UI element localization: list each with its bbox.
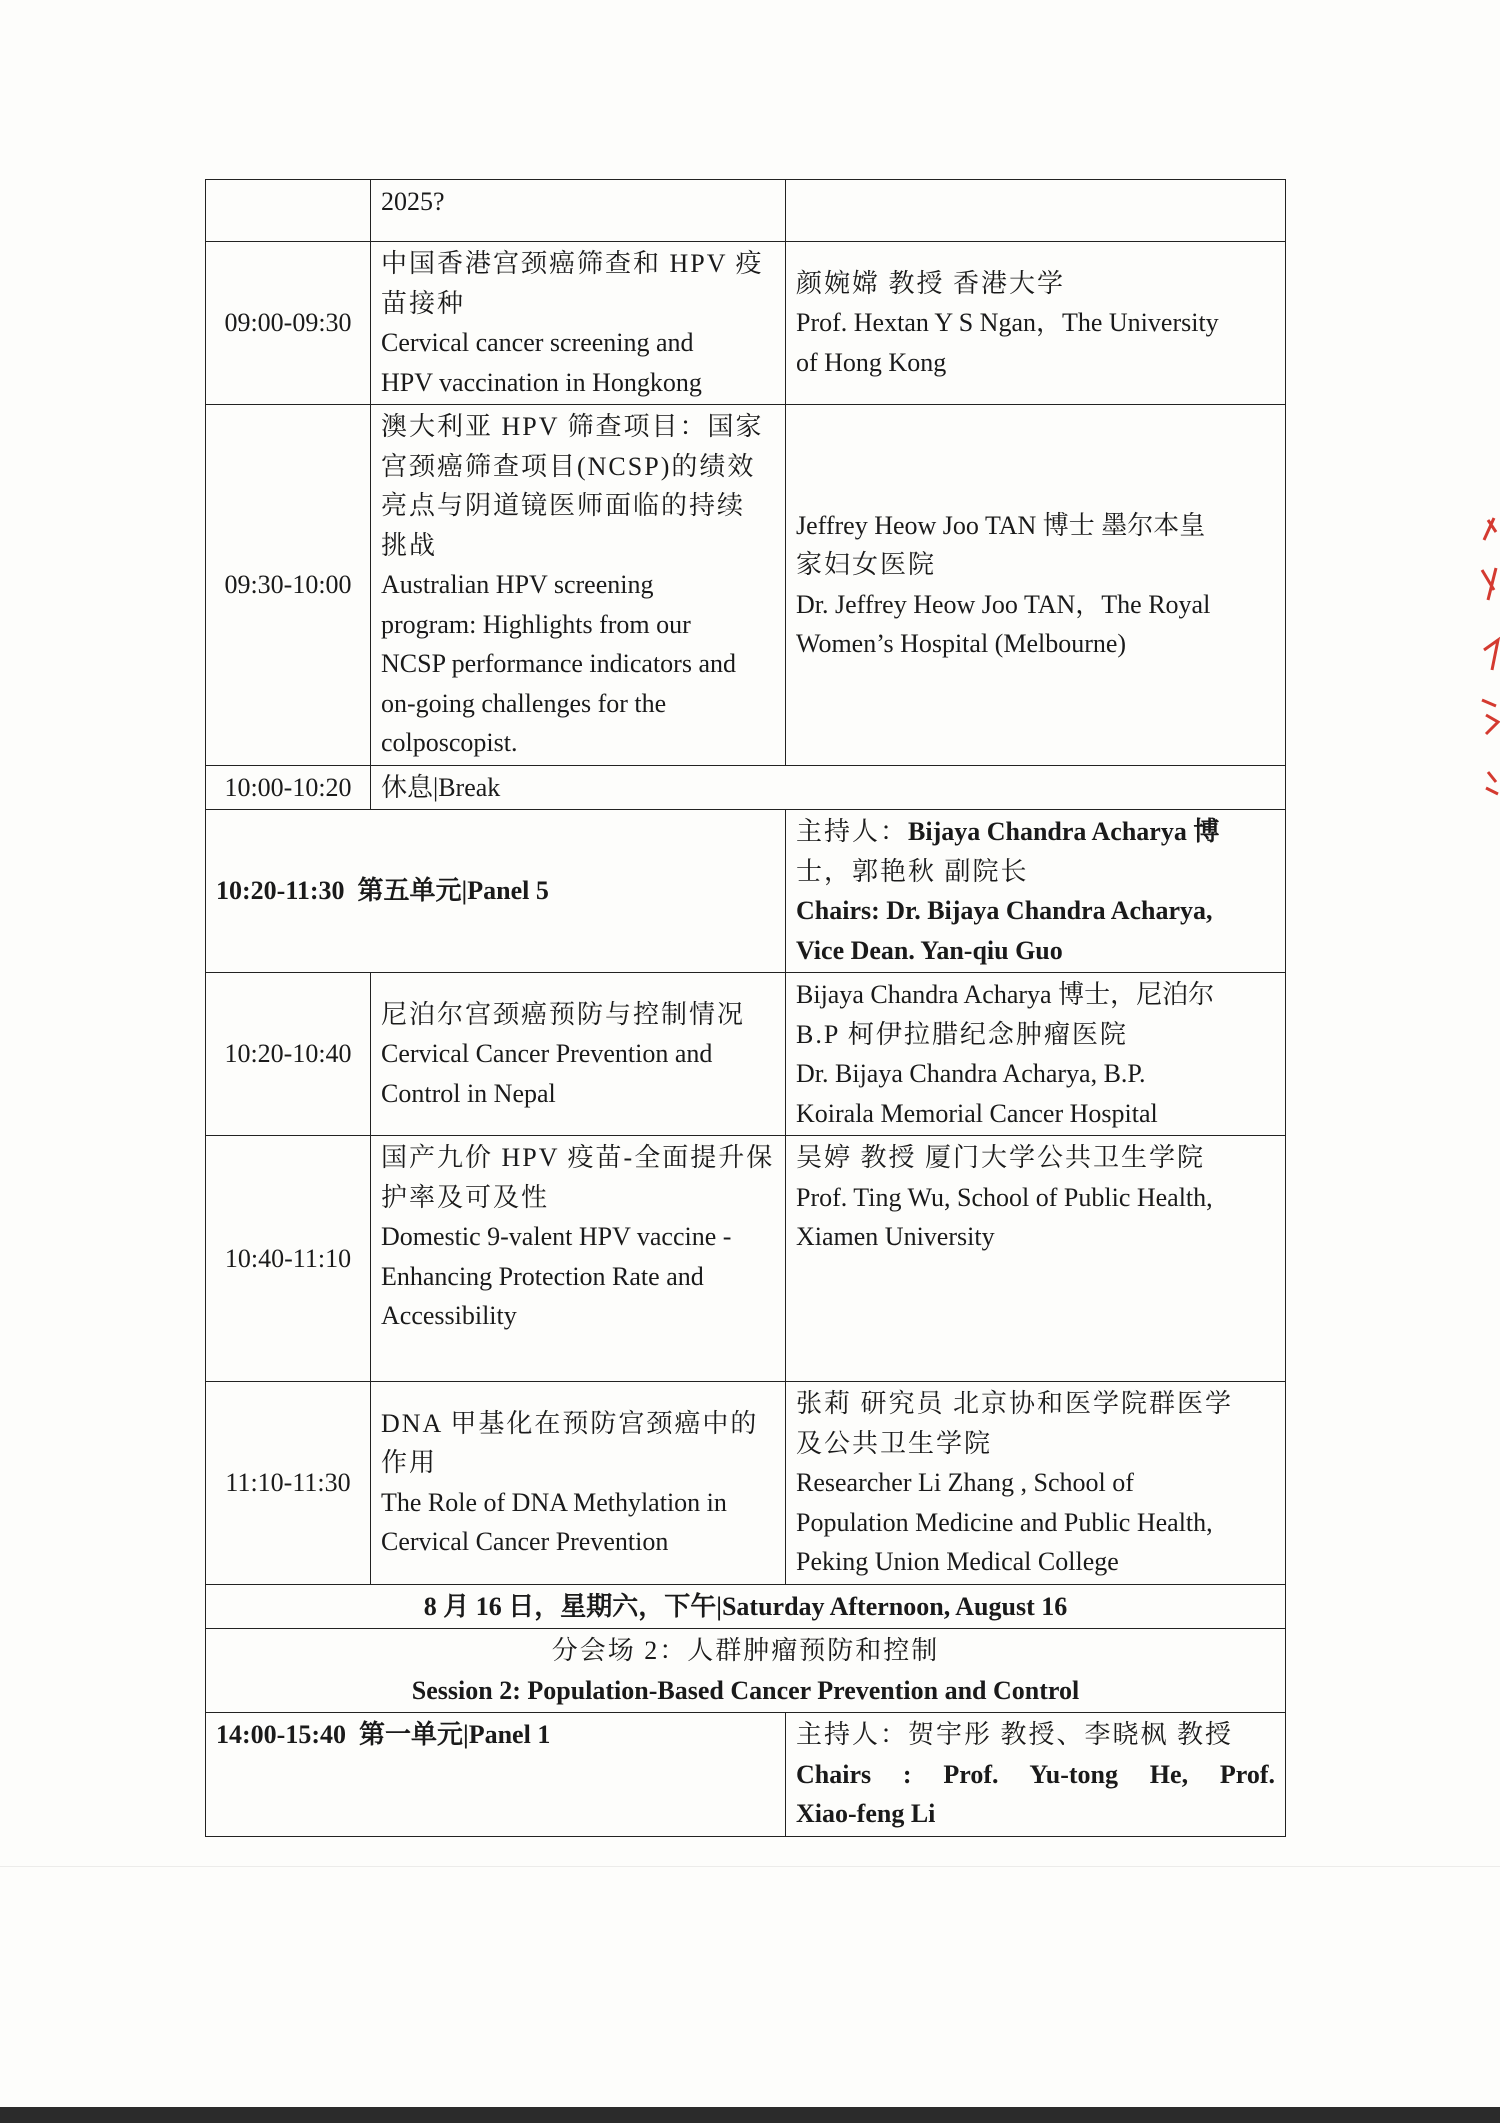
speaker-text: Prof. Ting Wu, School of Public Health,	[796, 1182, 1213, 1212]
topic-cell	[371, 405, 786, 766]
session-title-en: Session 2: Population-Based Cancer Prevention and Control	[411, 1675, 1080, 1705]
topic-text: Enhancing Protection Rate and	[381, 1261, 704, 1291]
topic-text: The Role of DNA Methylation in	[381, 1487, 727, 1517]
speaker-cell	[786, 1382, 1286, 1585]
time-cell	[206, 180, 371, 242]
speaker-cell	[786, 973, 1286, 1136]
table-row	[206, 242, 1286, 405]
table-row	[206, 765, 1286, 810]
panel-time: 14:00-15:40	[216, 1720, 346, 1749]
speaker-text: Dr. Jeffrey Heow Joo TAN，The Royal	[796, 589, 1211, 619]
speaker-text: Dr. Bijaya Chandra Acharya, B.P.	[796, 1059, 1146, 1088]
topic-text: 苗接种	[381, 288, 466, 318]
chair-text: 士，郭艳秋 副院长	[796, 856, 1029, 886]
topic-text: Cervical Cancer Prevention and	[381, 1039, 713, 1069]
speaker-text: Xiamen University	[796, 1222, 995, 1251]
topic-text: NCSP performance indicators and	[381, 649, 736, 678]
panel-header-cell	[206, 810, 786, 973]
chair-text: Vice Dean. Yan-qiu Guo	[796, 935, 1063, 965]
topic-cell	[371, 1136, 786, 1382]
speaker-text: Women’s Hospital (Melbourne)	[796, 629, 1127, 659]
topic-text: Cervical Cancer Prevention	[381, 1527, 669, 1557]
panel-header-cell	[206, 1713, 786, 1837]
table-row	[206, 1713, 1286, 1837]
topic-cell	[371, 242, 786, 405]
scan-artifact-line	[0, 1866, 1500, 1867]
speaker-text: Researcher Li Zhang , School of	[796, 1468, 1134, 1497]
chairs-cell	[786, 1713, 1286, 1837]
chairs-cell	[786, 810, 1286, 973]
topic-text: 亮点与阴道镜医师面临的持续	[381, 491, 746, 520]
speaker-cell	[786, 1136, 1286, 1382]
time-cell: 09:30-10:00	[206, 405, 371, 766]
time-cell: 10:20-10:40	[206, 973, 371, 1136]
speaker-cell	[786, 180, 1286, 242]
table-row	[206, 1629, 1286, 1713]
topic-text: 护率及可及性	[381, 1182, 550, 1212]
speaker-text: Jeffrey Heow Joo TAN 博士 墨尔本皇	[796, 510, 1206, 540]
topic-text: Accessibility	[381, 1301, 517, 1330]
table-row	[206, 810, 1286, 973]
scan-bottom-edge	[0, 2107, 1500, 2123]
topic-text: 澳大利亚 HPV 筛查项目：国家	[381, 412, 764, 441]
session-title-cn: 分会场 2：人群肿瘤预防和控制	[551, 1636, 940, 1665]
topic-text: 2025?	[381, 187, 445, 216]
topic-text: 中国香港宫颈癌筛查和 HPV 疫	[381, 249, 764, 278]
table-row	[206, 1136, 1286, 1382]
table-row	[206, 973, 1286, 1136]
time-cell: 10:40-11:10	[206, 1136, 371, 1382]
speaker-text: of Hong Kong	[796, 347, 947, 377]
speaker-cell	[786, 405, 1286, 766]
chair-text: Xiao-feng Li	[796, 1799, 936, 1828]
speaker-text: Koirala Memorial Cancer Hospital	[796, 1098, 1158, 1128]
topic-text: Australian HPV screening	[381, 570, 654, 599]
speaker-text: Prof. Hextan Y S Ngan，The University	[796, 308, 1219, 338]
topic-text: Cervical cancer screening and	[381, 328, 694, 357]
speaker-text: 张莉 研究员 北京协和医学院群医学	[796, 1389, 1234, 1418]
topic-text: DNA 甲基化在预防宫颈癌中的	[381, 1408, 759, 1438]
schedule-table	[205, 179, 1286, 1837]
break-cell: 休息|Break	[371, 765, 1286, 810]
topic-text: 国产九价 HPV 疫苗-全面提升保	[381, 1143, 775, 1172]
table-row	[206, 1584, 1286, 1629]
topic-cell	[371, 1382, 786, 1585]
topic-text: 挑战	[381, 530, 438, 560]
topic-text: 尼泊尔宫颈癌预防与控制情况	[381, 999, 746, 1029]
topic-text: program: Highlights from our	[381, 609, 691, 639]
topic-text: HPV vaccination in Hongkong	[381, 367, 702, 397]
speaker-text: 吴婷 教授 厦门大学公共卫生学院	[796, 1143, 1206, 1172]
speaker-text: B.P 柯伊拉腊纪念肿瘤医院	[796, 1019, 1128, 1049]
chair-text: Chairs : Prof. Yu-tong He, Prof.	[796, 1759, 1275, 1789]
topic-text: 作用	[381, 1448, 438, 1478]
topic-text: on-going challenges for the	[381, 688, 667, 718]
speaker-text: 家妇女医院	[796, 550, 937, 580]
date-header: 8 月 16 日，星期六，下午|Saturday Afternoon, August 16	[206, 1584, 1286, 1629]
speaker-cell	[786, 242, 1286, 405]
chair-text: Chairs: Dr. Bijaya Chandra Acharya,	[796, 896, 1213, 925]
topic-text: 宫颈癌筛查项目(NCSP)的绩效	[381, 451, 756, 481]
red-seal-edge-mark	[1474, 510, 1500, 810]
topic-text: colposcopist.	[381, 728, 518, 757]
speaker-text: Bijaya Chandra Acharya 博士，尼泊尔	[796, 980, 1215, 1009]
chair-text: 主持人：贺宇彤 教授、李晓枫 教授	[796, 1720, 1234, 1749]
time-cell: 11:10-11:30	[206, 1382, 371, 1585]
table-row	[206, 405, 1286, 766]
speaker-text: 颜婉嫦 教授 香港大学	[796, 268, 1066, 298]
topic-text: Control in Nepal	[381, 1078, 556, 1108]
chair-text: Bijaya Chandra Acharya 博	[908, 817, 1220, 846]
speaker-text: Peking Union Medical College	[796, 1547, 1119, 1576]
table-row	[206, 180, 1286, 242]
time-cell: 10:00-10:20	[206, 765, 371, 810]
table-row	[206, 1382, 1286, 1585]
chair-label: 主持人：	[796, 817, 909, 846]
speaker-text: Population Medicine and Public Health,	[796, 1507, 1213, 1537]
session-header	[206, 1629, 1286, 1713]
topic-cell	[371, 973, 786, 1136]
panel-time: 10:20-11:30	[216, 876, 345, 906]
topic-cell	[371, 180, 786, 242]
panel-title: 第五单元|Panel 5	[357, 876, 549, 906]
speaker-text: 及公共卫生学院	[796, 1428, 993, 1458]
panel-title: 第一单元|Panel 1	[358, 1720, 551, 1749]
topic-text: Domestic 9-valent HPV vaccine -	[381, 1222, 732, 1251]
time-cell: 09:00-09:30	[206, 242, 371, 405]
